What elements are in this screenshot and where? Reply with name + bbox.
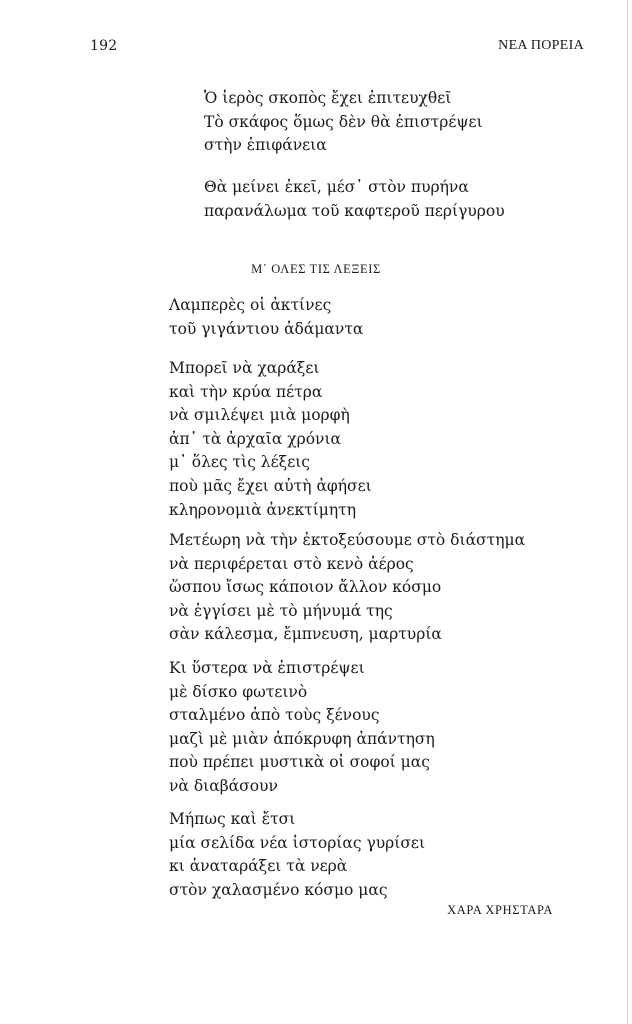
poem-line: κληρονομιὰ ἀνεκτίμητη [169,500,357,519]
poem-stanza [169,657,435,799]
poem-line: Θὰ μείνει ἐκεῖ, μέσ᾽ στὸν πυρήνα [204,178,469,196]
poem-title: Μ᾽ ΟΛΕΣ ΤΙΣ ΛΕΞΕΙΣ [251,262,381,276]
poem-author: ΧΑΡΑ ΧΡΗΣΤΑΡΑ [447,903,553,917]
previous-poem-stanza [204,87,483,158]
poem-line: στὴν ἐπιφάνεια [204,136,327,155]
poem-line: Μπορεῖ νὰ χαράξει [169,359,320,377]
poem-line: ὥσπου ἴσως κάποιον ἄλλον κόσμο [169,578,442,597]
poem-line: Μήπως καὶ ἔτσι [169,810,296,828]
poem-line: νὰ σμιλέψει μιὰ μορφὴ [169,406,350,425]
page-number: 192 [90,38,118,54]
poem-line: μὲ δίσκο φωτεινὸ [169,682,308,701]
poem-stanza [169,529,525,647]
poem-stanza [169,357,372,522]
poem-line: Κι ὕστερα νὰ ἐπιστρέψει [169,659,365,677]
poem-line: Λαμπερὲς οἱ ἀκτίνες [169,296,332,314]
poem-line: Τὸ σκάφος ὅμως δὲν θὰ ἐπιστρέψει [204,112,483,131]
poem-line: ἀπ᾽ τὰ ἀρχαῖα χρόνια [169,429,342,448]
poem-stanza [169,294,363,341]
poem-line: στὸν χαλασμένο κόσμο μας [169,880,388,899]
poem-line: τοῦ γιγάντιου ἀδάμαντα [169,319,364,338]
previous-poem-stanza [204,176,505,223]
poem-line: Ὁ ἱερὸς σκοπὸς ἔχει ἐπιτευχθεῖ [204,89,452,107]
poem-line: νὰ περιφέρεται στὸ κενὸ ἀέρος [169,554,414,573]
poem-line: μ᾽ ὅλες τὶς λέξεις [169,453,310,472]
poem-line: ποὺ πρέπει μυστικὰ οἱ σοφοί μας [169,753,430,772]
poem-line: μία σελίδα νέα ἱστορίας γυρίσει [169,833,426,852]
poem-stanza [169,808,425,902]
poem-line: μαζὶ μὲ μιὰν ἀπόκρυφη ἀπάντηση [169,729,435,748]
poem-line: καὶ τὴν κρύα πέτρα [169,382,323,401]
page-header [0,38,632,58]
poem-line: Μετέωρη νὰ τὴν ἐκτοξεύσουμε στὸ διάστημα [169,531,526,549]
poem-line: σὰν κάλεσμα, ἔμπνευση, μαρτυρία [169,625,442,644]
poem-line: ποὺ μᾶς ἔχει αὐτὴ ἀφήσει [169,476,372,495]
poem-line: νὰ ἐγγίσει μὲ τὸ μήνυμά της [169,601,393,620]
poem-line: κι ἀναταράξει τὰ νερὰ [169,857,348,876]
poem-line: νὰ διαβάσουν [169,776,278,795]
page-edge-line [627,0,628,1024]
poem-line: σταλμένο ἀπὸ τοὺς ξένους [169,706,380,725]
journal-title: ΝΕΑ ΠΟΡΕΙΑ [498,38,584,53]
poem-line: παρανάλωμα τοῦ καφτεροῦ περίγυρου [204,201,505,220]
